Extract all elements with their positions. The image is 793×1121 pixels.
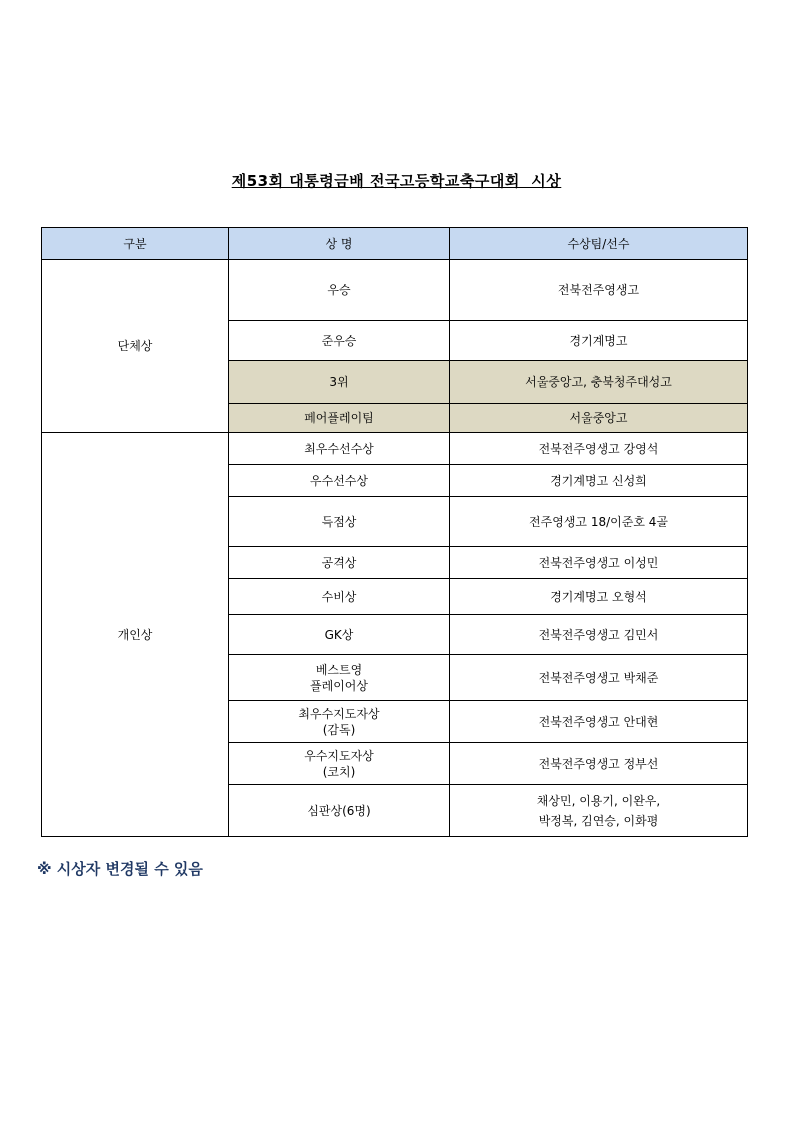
award-name: 우수선수상 xyxy=(229,465,450,497)
award-winner: 서울중앙고, 충북청주대성고 xyxy=(450,361,748,404)
award-winner: 전북전주영생고 xyxy=(450,260,748,321)
award-winner: 전북전주영생고 김민서 xyxy=(450,615,748,655)
award-winner: 전북전주영생고 박채준 xyxy=(450,655,748,701)
group-team-awards: 단체상 xyxy=(42,260,229,433)
award-name: 페어플레이팀 xyxy=(229,404,450,433)
header-category: 구분 xyxy=(42,228,229,260)
award-winner: 전북전주영생고 이성민 xyxy=(450,547,748,579)
award-name: 3위 xyxy=(229,361,450,404)
table-row xyxy=(42,433,748,465)
award-winner: 전북전주영생고 안대현 xyxy=(450,701,748,743)
table-header-row xyxy=(42,228,748,260)
award-name: 최우수지도자상 (감독) xyxy=(229,701,450,743)
award-name: 베스트영 플레이어상 xyxy=(229,655,450,701)
group-individual-awards: 개인상 xyxy=(42,433,229,837)
award-name: 준우승 xyxy=(229,321,450,361)
award-winner: 전북전주영생고 강영석 xyxy=(450,433,748,465)
header-award-name: 상 명 xyxy=(229,228,450,260)
table-row xyxy=(42,260,748,321)
award-winner: 서울중앙고 xyxy=(450,404,748,433)
award-name: 공격상 xyxy=(229,547,450,579)
award-name: 득점상 xyxy=(229,497,450,547)
award-winner: 전주영생고 18/이준호 4골 xyxy=(450,497,748,547)
document-title: 제53회 대통령금배 전국고등학교축구대회 시상 xyxy=(231,172,562,190)
award-name: GK상 xyxy=(229,615,450,655)
award-winner: 전북전주영생고 정부선 xyxy=(450,743,748,785)
award-name: 우수지도자상 (코치) xyxy=(229,743,450,785)
award-winner: 경기계명고 오형석 xyxy=(450,579,748,615)
header-winner: 수상팀/선수 xyxy=(450,228,748,260)
award-winner: 경기계명고 신성희 xyxy=(450,465,748,497)
award-winner: 경기계명고 xyxy=(450,321,748,361)
award-winner: 채상민, 이용기, 이완우, 박정복, 김연승, 이화평 xyxy=(450,785,748,837)
award-name: 심판상(6명) xyxy=(229,785,450,837)
awards-table xyxy=(41,227,748,837)
change-notice: ※ 시상자 변경될 수 있음 xyxy=(37,860,203,878)
award-name: 최우수선수상 xyxy=(229,433,450,465)
award-name: 수비상 xyxy=(229,579,450,615)
award-name: 우승 xyxy=(229,260,450,321)
